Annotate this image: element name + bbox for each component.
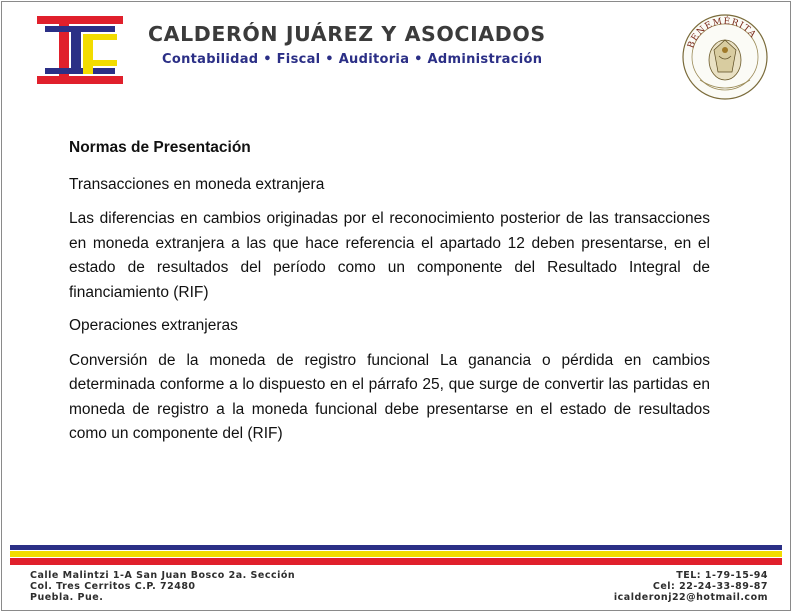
subsection-title-operaciones: Operaciones extranjeras [69,317,238,334]
paragraph-operaciones: Conversión de la moneda de registro funcional La ganancia o pérdida en cambios determinada conforme a lo dispuesto en el párrafo 25, que surge de convertir las partidas en moneda de registro a la moneda funcional debe presentarse en el estado de resultados como un componente del (RIF) [69,351,710,442]
seal-text: BENEMÉRITA [686,16,758,50]
email-line: icalderonj22@hotmail.com [613,592,768,603]
section-heading: Normas de Presentación [69,139,251,156]
phone-line: TEL: 1-79-15-94 [676,570,768,581]
document-page [1,1,791,611]
university-seal-icon [678,10,772,104]
paragraph-transacciones: Las diferencias en cambios originadas por el reconocimiento posterior de las transacciones en moneda extranjera a las que hace referencia el apartado 12 deben presentarse, en el estado de resultados del período como un componente del Resultado Integral de financiamiento (RIF) [69,210,710,301]
footer-stripes [10,545,782,567]
footer-address [30,570,295,603]
footer-contact [614,570,768,603]
address-line-3: Puebla. Pue. [30,592,104,603]
firm-logo [37,16,125,84]
address-line-1: Calle Malintzi 1-A San Juan Bosco 2a. Sección [30,570,296,581]
cell-line: Cel: 22-24-33-89-87 [652,581,768,592]
address-line-2: Col. Tres Cerritos C.P. 72480 [30,581,196,592]
firm-name: CALDERÓN JUÁREZ Y ASOCIADOS [148,22,546,46]
document-body [69,136,710,456]
firm-tagline: Contabilidad • Fiscal • Auditoria • Administración [162,52,543,67]
subsection-title-transacciones: Transacciones en moneda extranjera [69,175,325,193]
